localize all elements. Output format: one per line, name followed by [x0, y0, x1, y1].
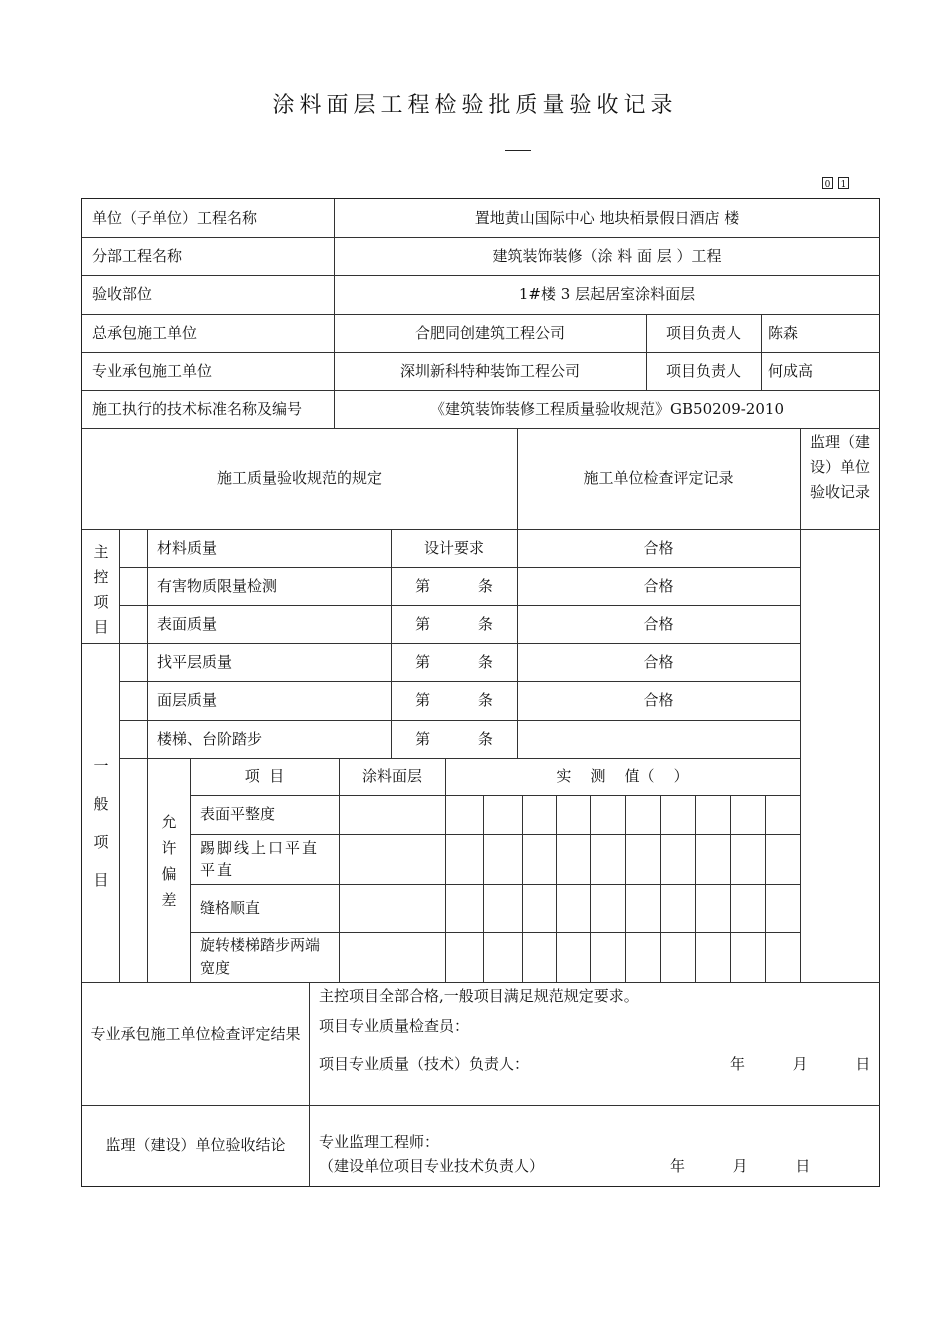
mc-item-clause: 第 条	[415, 577, 493, 595]
inspection-table	[81, 198, 880, 1187]
general-item-clause: 第 条	[415, 653, 493, 671]
supervision-line2: （建设单位项目专业技术负责人）	[319, 1157, 545, 1175]
sub-contractor-value: 深圳新科特种装饰工程公司	[399, 362, 580, 380]
measured-values-header: 实 测 值（ ）	[556, 767, 689, 785]
mc-item-result: 合格	[643, 539, 674, 557]
sc-manager-label: 项目负责人	[665, 362, 741, 380]
mc-item-name: 材料质量	[157, 539, 218, 557]
form-code	[822, 177, 854, 191]
mc-item-clause: 设计要求	[423, 539, 484, 557]
main-control-label: 主控项目	[93, 543, 109, 636]
subdivision-value: 建筑装饰装修（涂 料 面 层 ）工程	[492, 247, 722, 265]
supervision-date: 年 月 日	[670, 1157, 811, 1175]
supervision-label: 监理（建设）单位验收结论	[105, 1136, 286, 1154]
code-box-2: 1	[838, 177, 849, 189]
location-value: 1#楼 3 层起居室涂料面层	[518, 285, 696, 303]
general-item-name: 找平层质量	[157, 653, 233, 671]
general-item-clause: 第 条	[415, 730, 493, 748]
general-item-result: 合格	[643, 691, 674, 709]
tolerance-item: 表面平整度	[200, 805, 276, 823]
sub-result-line3: 项目专业质量（技术）负责人：	[319, 1055, 530, 1073]
sub-result-line1: 主控项目全部合格,一般项目满足规范规定要求。	[319, 987, 639, 1005]
tolerance-item-header: 项 目	[244, 767, 285, 785]
page-title: 涂料面层工程检验批质量验收记录	[272, 93, 678, 118]
tolerance-item: 踢脚线上口平直平直	[200, 839, 320, 879]
tolerance-label: 允许偏差	[161, 813, 177, 909]
sub-result-label: 专业承包施工单位检查评定结果	[90, 1025, 301, 1043]
gc-manager-label: 项目负责人	[665, 324, 741, 342]
contractor-record-header: 施工单位检查评定记录	[583, 469, 734, 487]
sub-contractor-label: 专业承包施工单位	[92, 362, 213, 380]
general-items-label: 一般项目	[93, 757, 109, 889]
sub-result-line2: 项目专业质量检查员：	[319, 1017, 470, 1035]
general-item-name: 楼梯、台阶踏步	[157, 730, 263, 748]
spec-column-header: 施工质量验收规范的规定	[216, 469, 382, 487]
tolerance-item: 旋转楼梯踏步两端宽度	[200, 936, 321, 977]
sub-result-date: 年 月 日	[730, 1055, 871, 1073]
general-item-name: 面层质量	[157, 691, 218, 709]
general-contractor-value: 合肥同创建筑工程公司	[414, 324, 565, 342]
subdivision-label: 分部工程名称	[92, 247, 183, 265]
title-underline	[505, 150, 531, 151]
project-name-value: 置地黄山国际中心 地块栢景假日酒店 楼	[474, 209, 740, 227]
location-label: 验收部位	[92, 285, 153, 303]
tolerance-item: 缝格顺直	[200, 899, 261, 917]
sc-manager-value: 何成高	[768, 362, 814, 380]
mc-item-name: 有害物质限量检测	[157, 577, 278, 595]
mc-item-result: 合格	[643, 577, 674, 595]
standard-value: 《建筑装饰装修工程质量验收规范》GB50209-2010	[430, 400, 784, 418]
mc-item-clause: 第 条	[415, 615, 493, 633]
general-item-clause: 第 条	[415, 691, 493, 709]
standard-label: 施工执行的技术标准名称及编号	[92, 400, 303, 418]
general-contractor-label: 总承包施工单位	[92, 324, 198, 342]
mc-item-result: 合格	[643, 615, 674, 633]
supervision-line1: 专业监理工程师：	[319, 1133, 440, 1151]
mc-item-name: 表面质量	[157, 615, 218, 633]
gc-manager-value: 陈森	[768, 324, 799, 342]
general-item-result: 合格	[643, 653, 674, 671]
supervisor-column-header: 监理（建设）单位验收记录	[809, 433, 870, 501]
code-box-1: 0	[822, 177, 833, 189]
tolerance-type-header: 涂料面层	[361, 767, 422, 785]
project-name-label: 单位（子单位）工程名称	[92, 209, 258, 227]
